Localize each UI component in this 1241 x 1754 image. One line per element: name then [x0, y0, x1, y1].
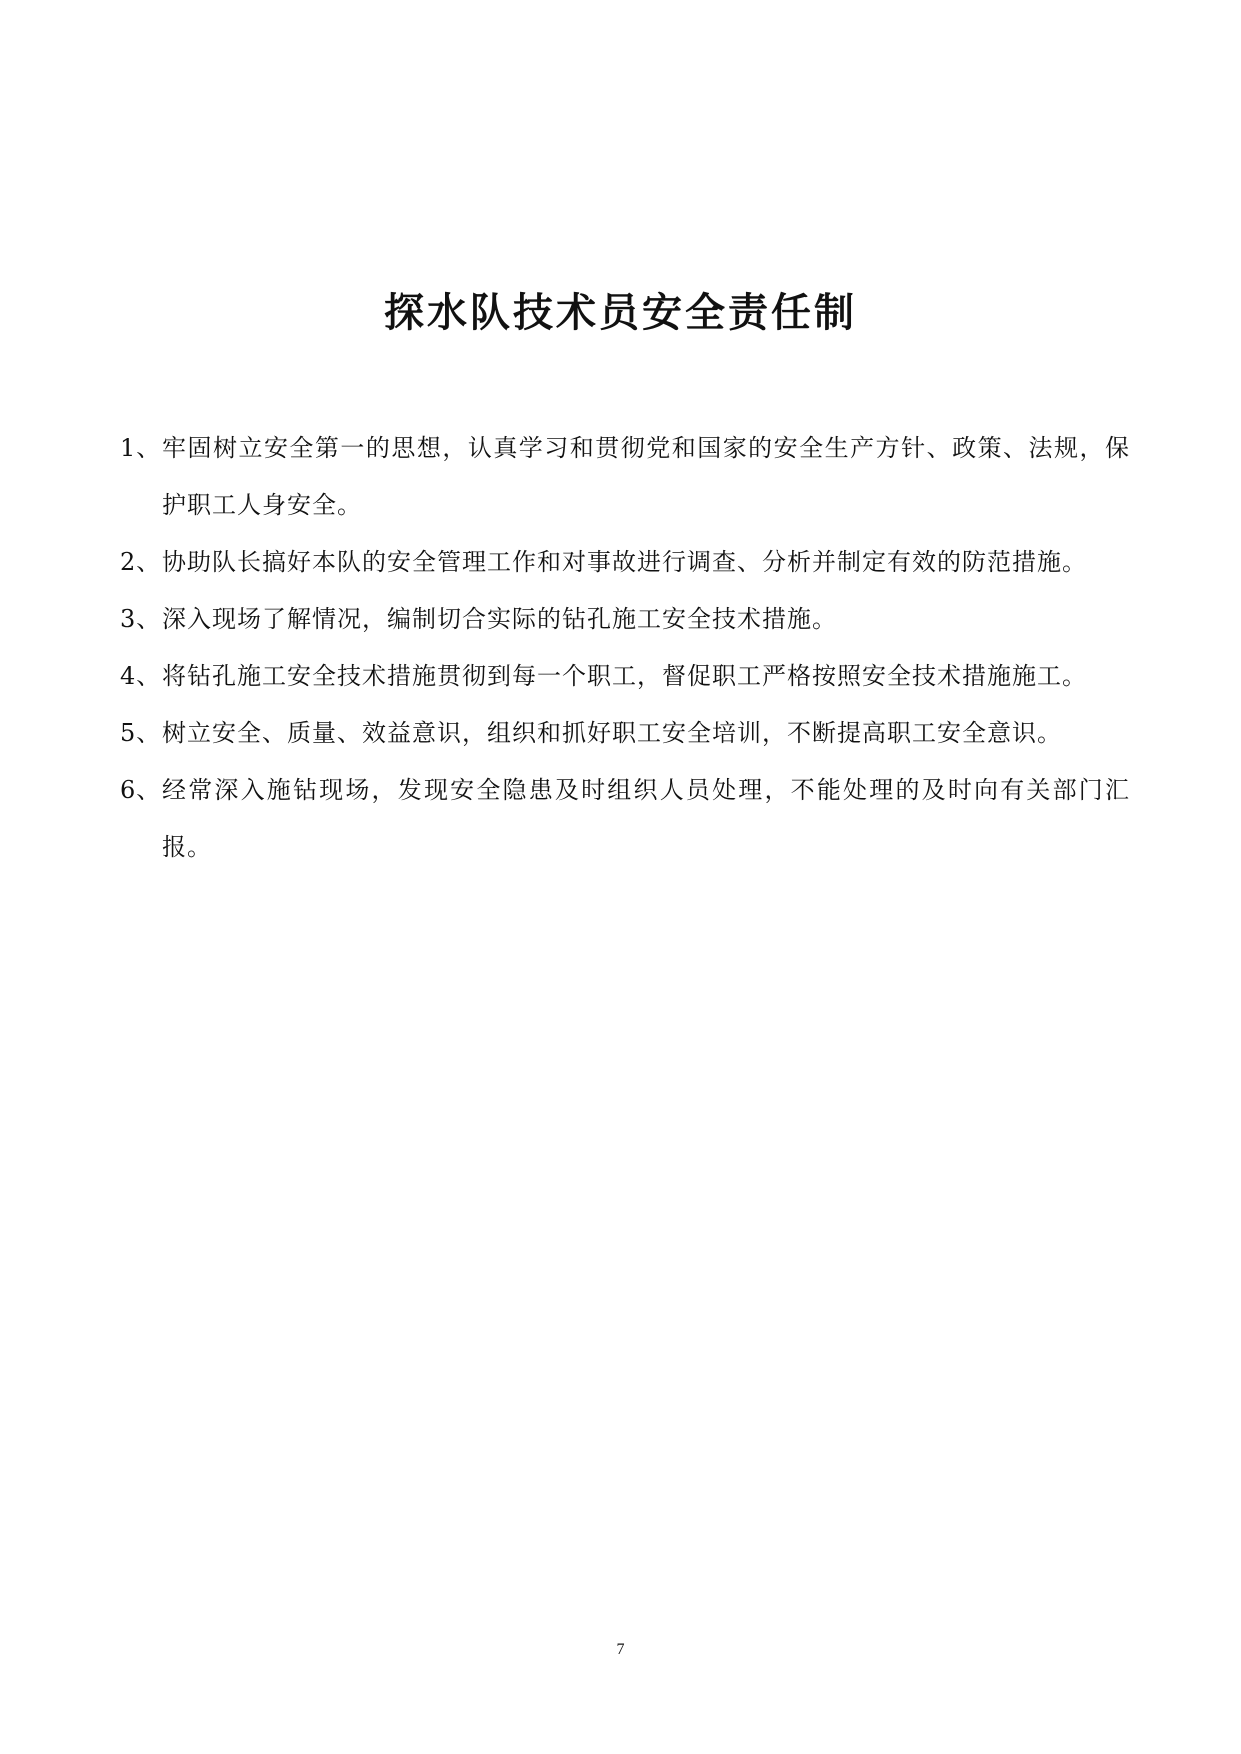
item-number: 3、	[120, 605, 162, 633]
responsibility-list	[120, 420, 1130, 876]
item-text: 深入现场了解情况，编制切合实际的钻孔施工安全技术措施。	[162, 605, 837, 633]
page-number: 7	[616, 1641, 625, 1658]
item-text: 树立安全、质量、效益意识，组织和抓好职工安全培训，不断提高职工安全意识。	[162, 719, 1062, 747]
list-item	[120, 591, 1130, 648]
item-text: 协助队长搞好本队的安全管理工作和对事故进行调查、分析并制定有效的防范措施。	[162, 548, 1087, 576]
item-number: 6、	[120, 776, 162, 804]
list-item	[120, 762, 1130, 876]
item-number: 1、	[120, 434, 162, 462]
item-number: 2、	[120, 548, 162, 576]
item-text: 牢固树立安全第一的思想，认真学习和贯彻党和国家的安全生产方针、政策、法规，保护职工人身安全。	[162, 434, 1130, 519]
list-item	[120, 420, 1130, 534]
item-text: 经常深入施钻现场，发现安全隐患及时组织人员处理，不能处理的及时向有关部门汇报。	[162, 776, 1130, 861]
list-item	[120, 534, 1130, 591]
item-text: 将钻孔施工安全技术措施贯彻到每一个职工，督促职工严格按照安全技术措施施工。	[162, 662, 1087, 690]
page-title: 探水队技术员安全责任制	[384, 290, 857, 336]
item-number: 5、	[120, 719, 162, 747]
list-item	[120, 648, 1130, 705]
item-number: 4、	[120, 662, 162, 690]
list-item	[120, 705, 1130, 762]
